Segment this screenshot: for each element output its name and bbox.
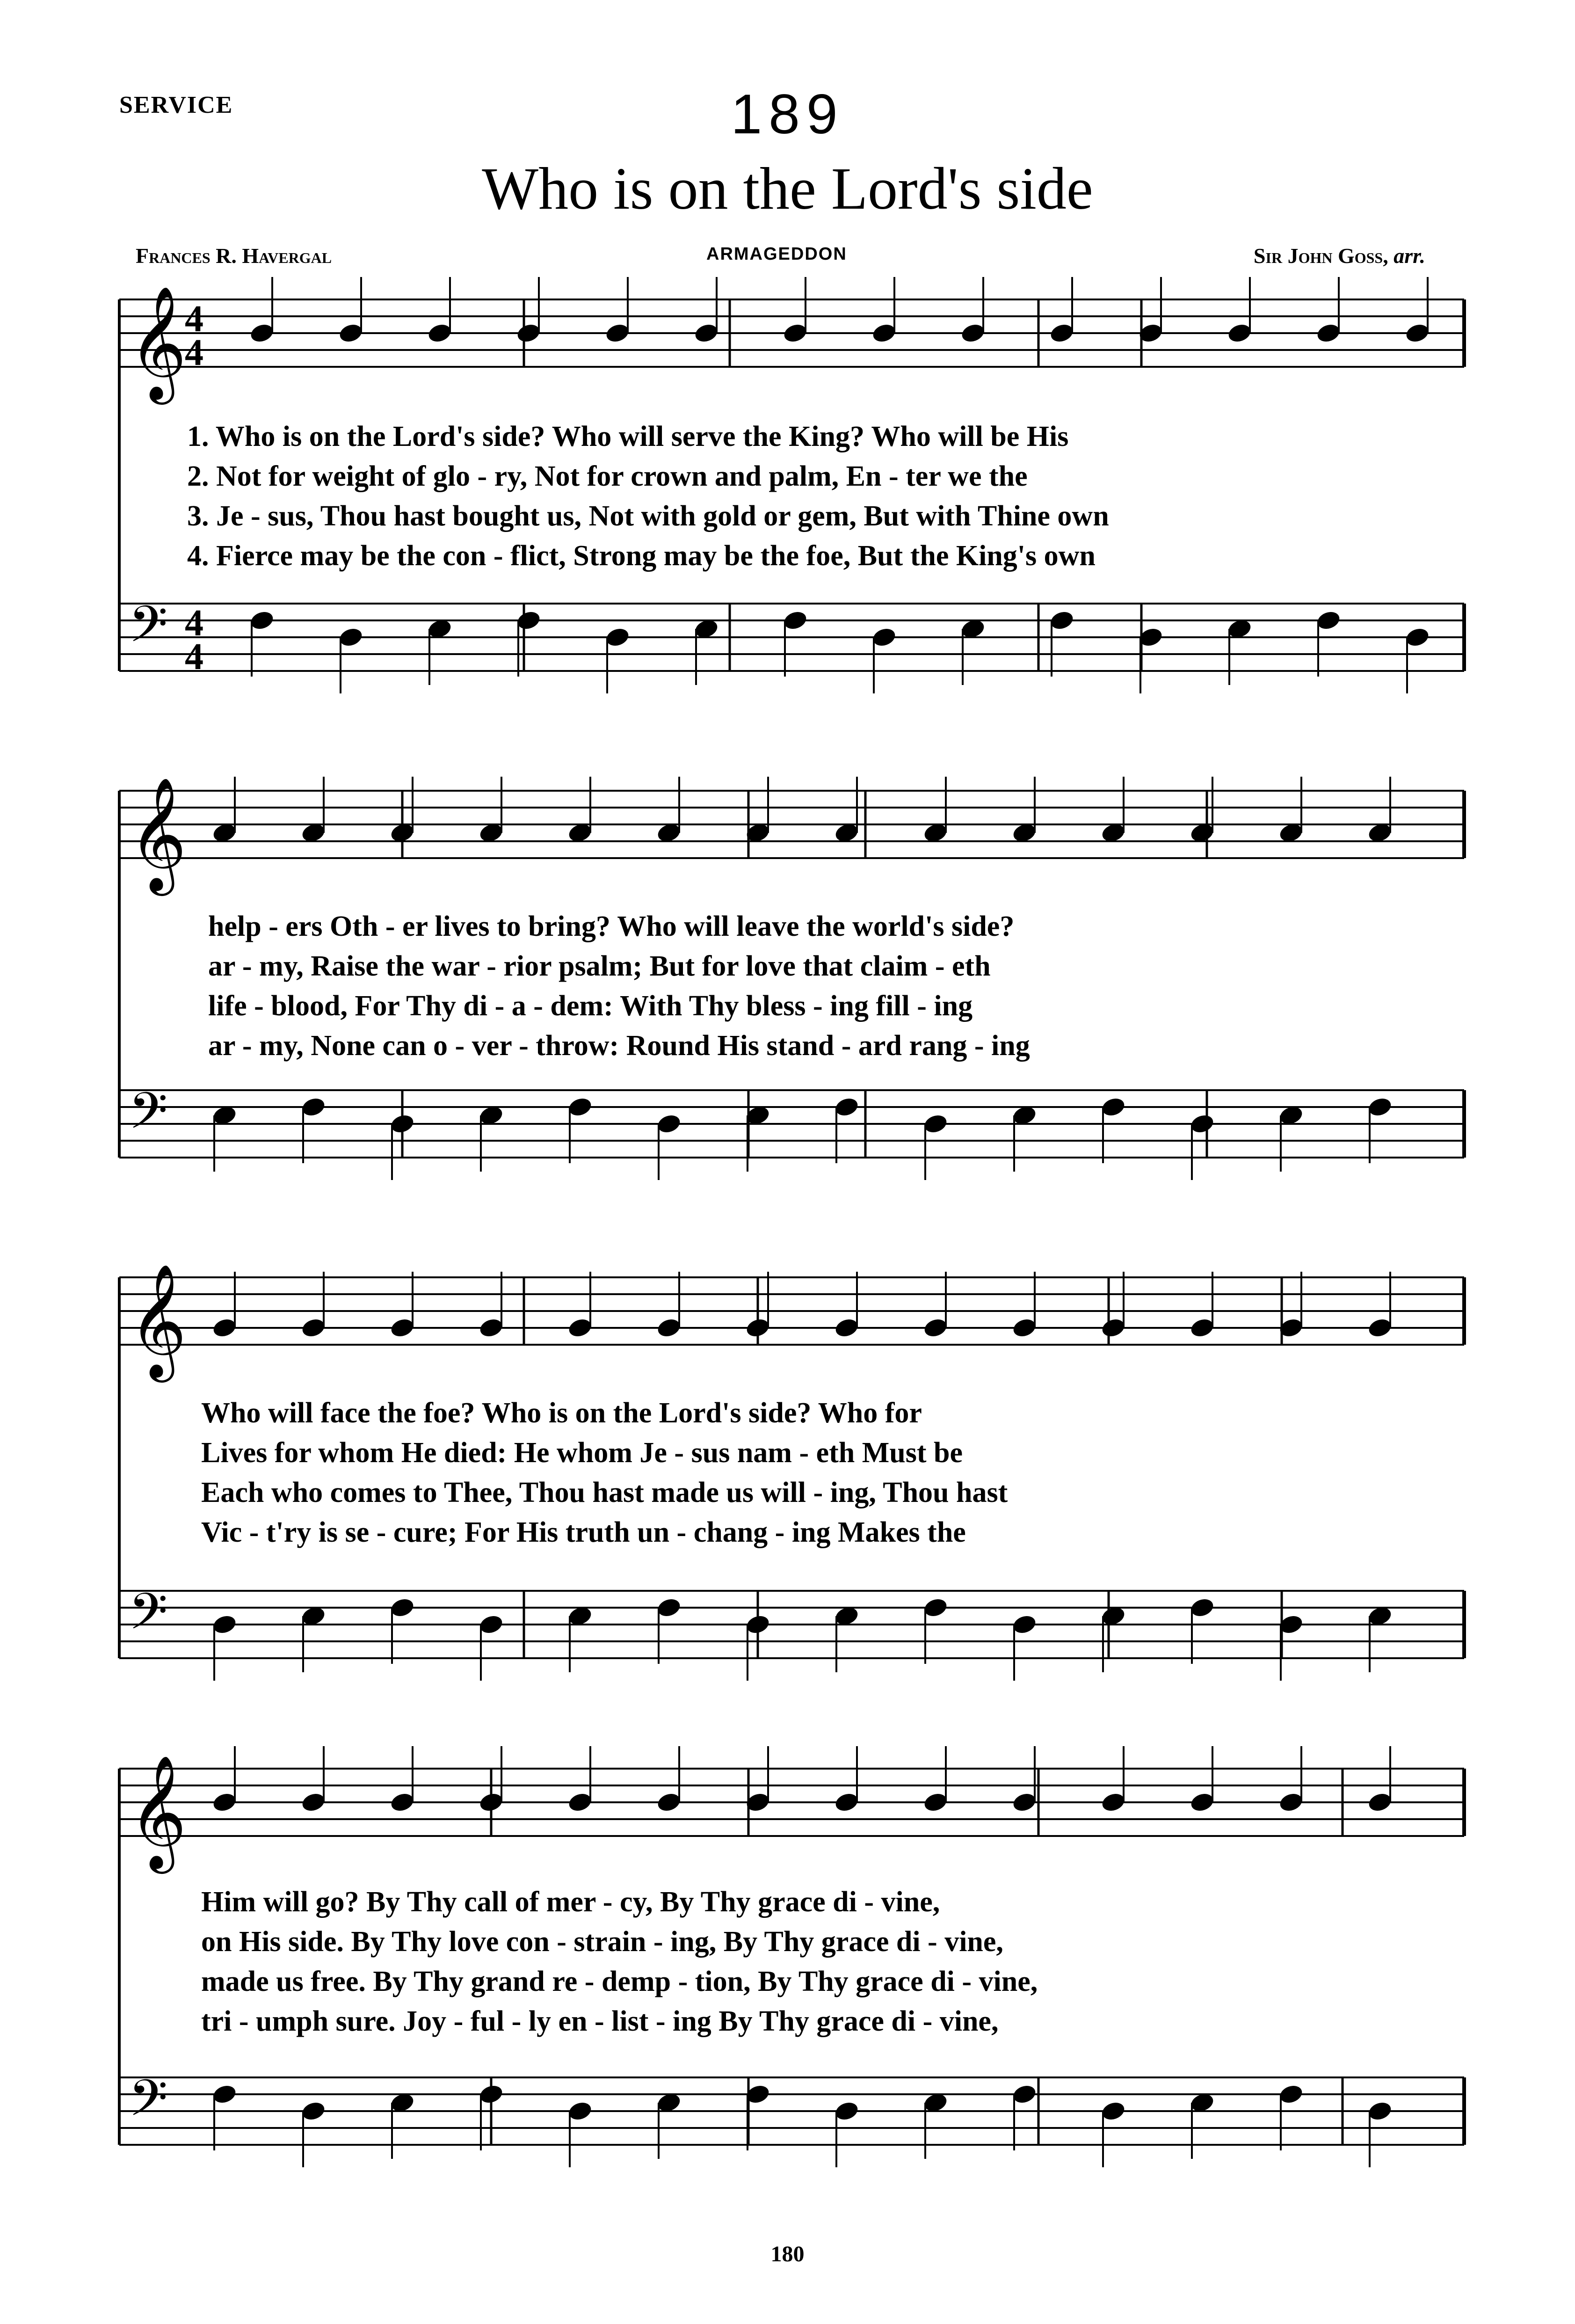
note-head (656, 1791, 682, 1814)
hymn-title: Who is on the Lord's side (482, 155, 1093, 222)
note-head (745, 1613, 771, 1636)
note-head (300, 2100, 327, 2122)
note-head (693, 322, 720, 344)
composer-arr: arr. (1394, 244, 1425, 268)
note-head (1100, 2100, 1127, 2122)
lyric-line: 3. Je - sus, Thou hast bought us, Not with gold or gem, But with Thine own (187, 500, 1109, 532)
note-head (1278, 1791, 1305, 1814)
note-head (1011, 2083, 1038, 2105)
note-head (656, 1113, 682, 1135)
lyric-line: tri - umph sure. Joy - ful - ly en - list - ing By Thy grace di - vine, (201, 2005, 999, 2037)
note-head (211, 2083, 238, 2105)
note-head (871, 322, 898, 344)
note-head (656, 1317, 682, 1339)
note-head (389, 1317, 416, 1339)
bass-clef-icon: 𝄢 (129, 1081, 168, 1152)
lyric-line: Him will go? By Thy call of mer - cy, By Thy grace di - vine, (201, 1886, 940, 1918)
note-head (515, 609, 542, 632)
note-head (1189, 1791, 1216, 1814)
note-head (338, 322, 364, 344)
treble-clef-icon: 𝄞 (129, 1754, 187, 1869)
bass-clef-icon: 𝄢 (129, 2069, 168, 2140)
note-head (478, 1791, 505, 1814)
time-signature-4-4-icon: 4 (185, 299, 203, 340)
note-head (1189, 1113, 1216, 1135)
lyric-line: 4. Fierce may be the con - flict, Strong may be the foe, But the King's own (187, 540, 1096, 572)
note-head (1367, 1791, 1394, 1814)
author-credit: Frances R. Havergal (136, 244, 332, 268)
lyric-line: Lives for whom He died: He whom Je - sus nam - eth Must be (201, 1437, 963, 1469)
note-head (871, 626, 898, 648)
note-head (1367, 1096, 1394, 1118)
lyric-line: Who will face the foe? Who is on the Lord's side? Who for (201, 1397, 922, 1429)
note-head (1367, 2100, 1394, 2122)
note-head (782, 322, 809, 344)
note-head (300, 1096, 327, 1118)
note-head (1227, 322, 1253, 344)
section-label: SERVICE (119, 92, 233, 118)
hymn-number: 189 (731, 83, 844, 146)
lyric-line: 1. Who is on the Lord's side? Who will serve the King? Who will be His (187, 421, 1069, 452)
note-head (478, 1613, 505, 1636)
note-head (249, 609, 276, 632)
note-head (389, 1113, 416, 1135)
note-head (478, 1317, 505, 1339)
lyric-line: ar - my, None can o - ver - throw: Round His stand - ard rang - ing (208, 1030, 1030, 1062)
note-head (656, 1596, 682, 1619)
note-head (1404, 322, 1431, 344)
lyric-line: help - ers Oth - er lives to bring? Who will leave the world's side? (208, 911, 1015, 942)
note-head (515, 322, 542, 344)
note-head (249, 322, 276, 344)
note-head (1011, 1791, 1038, 1814)
note-head (1404, 626, 1431, 648)
composer-name: Sir John Goss, (1253, 244, 1388, 268)
note-head (1011, 1317, 1038, 1339)
lyric-line: Vic - t'ry is se - cure; For His truth un - chang - ing Makes the (201, 1516, 966, 1548)
note-head (1100, 1317, 1127, 1339)
lyric-line: ar - my, Raise the war - rior psalm; But for love that claim - eth (208, 950, 991, 982)
note-head (211, 1613, 238, 1636)
note-head (478, 2083, 505, 2105)
note-head (567, 1317, 594, 1339)
note-head (1049, 609, 1075, 632)
note-head (1367, 1317, 1394, 1339)
treble-clef-icon: 𝄞 (129, 285, 187, 400)
note-head (300, 1791, 327, 1814)
note-head (1100, 1096, 1127, 1118)
note-head (211, 1317, 238, 1339)
treble-clef-icon: 𝄞 (129, 776, 187, 891)
note-head (834, 1791, 860, 1814)
note-head (427, 322, 453, 344)
note-head (782, 609, 809, 632)
note-head (960, 322, 987, 344)
lyric-line: on His side. By Thy love con - strain - ing, By Thy grace di - vine, (201, 1926, 1003, 1958)
note-head (1315, 322, 1342, 344)
note-head (567, 2100, 594, 2122)
note-head (1049, 322, 1075, 344)
note-head (389, 1596, 416, 1619)
note-head (338, 626, 364, 648)
note-head (922, 1113, 949, 1135)
tune-name: ARMAGEDDON (706, 244, 847, 264)
note-head (567, 1096, 594, 1118)
note-head (1189, 1317, 1216, 1339)
note-head (1011, 1613, 1038, 1636)
note-head (389, 1791, 416, 1814)
note-head (300, 1317, 327, 1339)
note-head (745, 1317, 771, 1339)
note-head (211, 1791, 238, 1814)
time-signature-4-4-icon: 4 (185, 636, 203, 678)
treble-clef-icon: 𝄞 (129, 1263, 187, 1377)
note-head (1100, 1791, 1127, 1814)
note-head (1278, 2083, 1305, 2105)
note-head (834, 1096, 860, 1118)
note-head (922, 1596, 949, 1619)
bass-clef-icon: 𝄢 (129, 1582, 168, 1653)
note-head (567, 1791, 594, 1814)
note-head (604, 322, 631, 344)
note-head (922, 1791, 949, 1814)
lyric-line: 2. Not for weight of glo - ry, Not for crown and palm, En - ter we the (187, 460, 1028, 492)
time-signature-4-4-icon: 4 (185, 603, 203, 644)
lyric-line: life - blood, For Thy di - a - dem: With Thy bless - ing fill - ing (208, 990, 973, 1022)
note-head (834, 2100, 860, 2122)
note-head (604, 626, 631, 648)
note-head (1315, 609, 1342, 632)
note-head (834, 1317, 860, 1339)
note-head (1189, 1596, 1216, 1619)
page-number: 180 (770, 2242, 805, 2266)
time-signature-4-4-icon: 4 (185, 332, 203, 373)
lyric-line: Each who comes to Thee, Thou hast made us will - ing, Thou hast (201, 1477, 1008, 1508)
lyric-line: made us free. By Thy grand re - demp - tion, By Thy grace di - vine, (201, 1966, 1038, 1997)
note-head (922, 1317, 949, 1339)
bass-clef-icon: 𝄢 (129, 595, 168, 666)
